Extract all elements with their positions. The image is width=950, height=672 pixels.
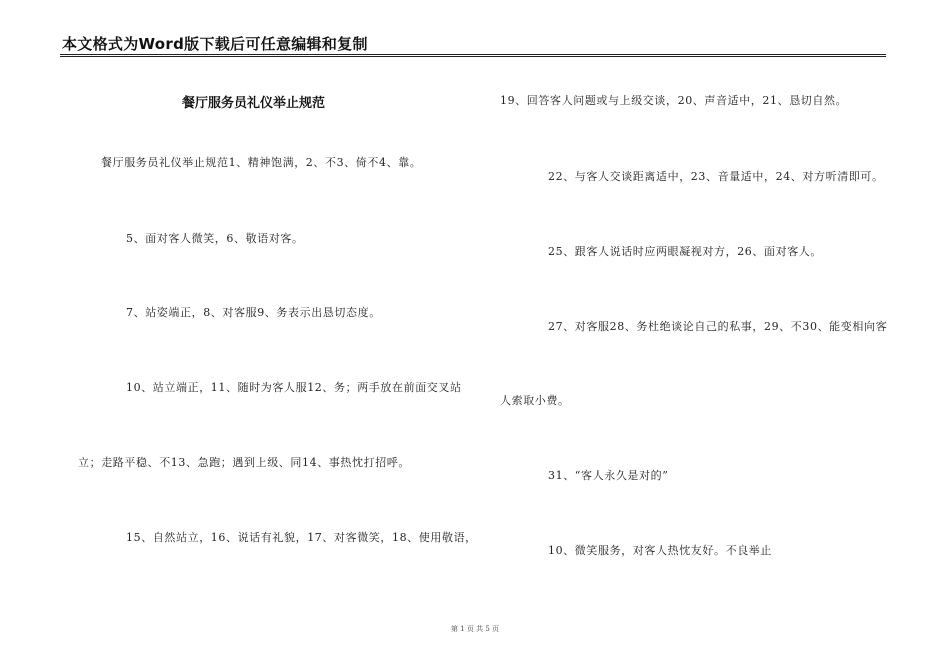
left-paragraph-1: 餐厅服务员礼仪举止规范1、精神饱满，2、不3、倚不4、靠。: [101, 156, 422, 169]
left-paragraph-4: 10、站立端正，11、随时为客人服12、务；两手放在前面交叉站: [126, 381, 462, 394]
right-paragraph-6: 10、微笑服务，对客人热忱友好。不良举止: [548, 544, 772, 557]
page-number: 第 1 页 共 5 页: [450, 625, 500, 633]
right-paragraph-4: 27、对客服28、务杜绝谈论自己的私事，29、不30、能变相向客: [548, 320, 888, 333]
header-rule-secondary: [60, 56, 886, 57]
left-paragraph-4-continued: 立；走路平稳、不13、急跑；遇到上级、同14、事热忱打招呼。: [78, 456, 410, 469]
right-paragraph-1: 19、回答客人问题或与上级交谈，20、声音适中，21、恳切自然。: [500, 94, 848, 107]
left-paragraph-2: 5、面对客人微笑，6、敬语对客。: [126, 232, 304, 245]
right-paragraph-4-continued: 人索取小费。: [500, 394, 570, 407]
left-paragraph-5: 15、自然站立，16、说话有礼貌，17、对客微笑，18、使用敬语，: [126, 531, 477, 544]
left-paragraph-3: 7、站姿端正，8、对客服9、务表示出恳切态度。: [126, 306, 381, 319]
header-rule: [60, 54, 886, 55]
right-paragraph-3: 25、跟客人说话时应两眼凝视对方，26、面对客人。: [548, 245, 822, 258]
right-paragraph-5: 31、“客人永久是对的”: [548, 469, 669, 482]
download-banner: 本文格式为Word版下载后可任意编辑和复制: [62, 35, 368, 53]
document-title: 餐厅服务员礼仪举止规范: [182, 96, 326, 111]
right-paragraph-2: 22、与客人交谈距离适中，23、音量适中，24、对方听清即可。: [548, 170, 884, 183]
